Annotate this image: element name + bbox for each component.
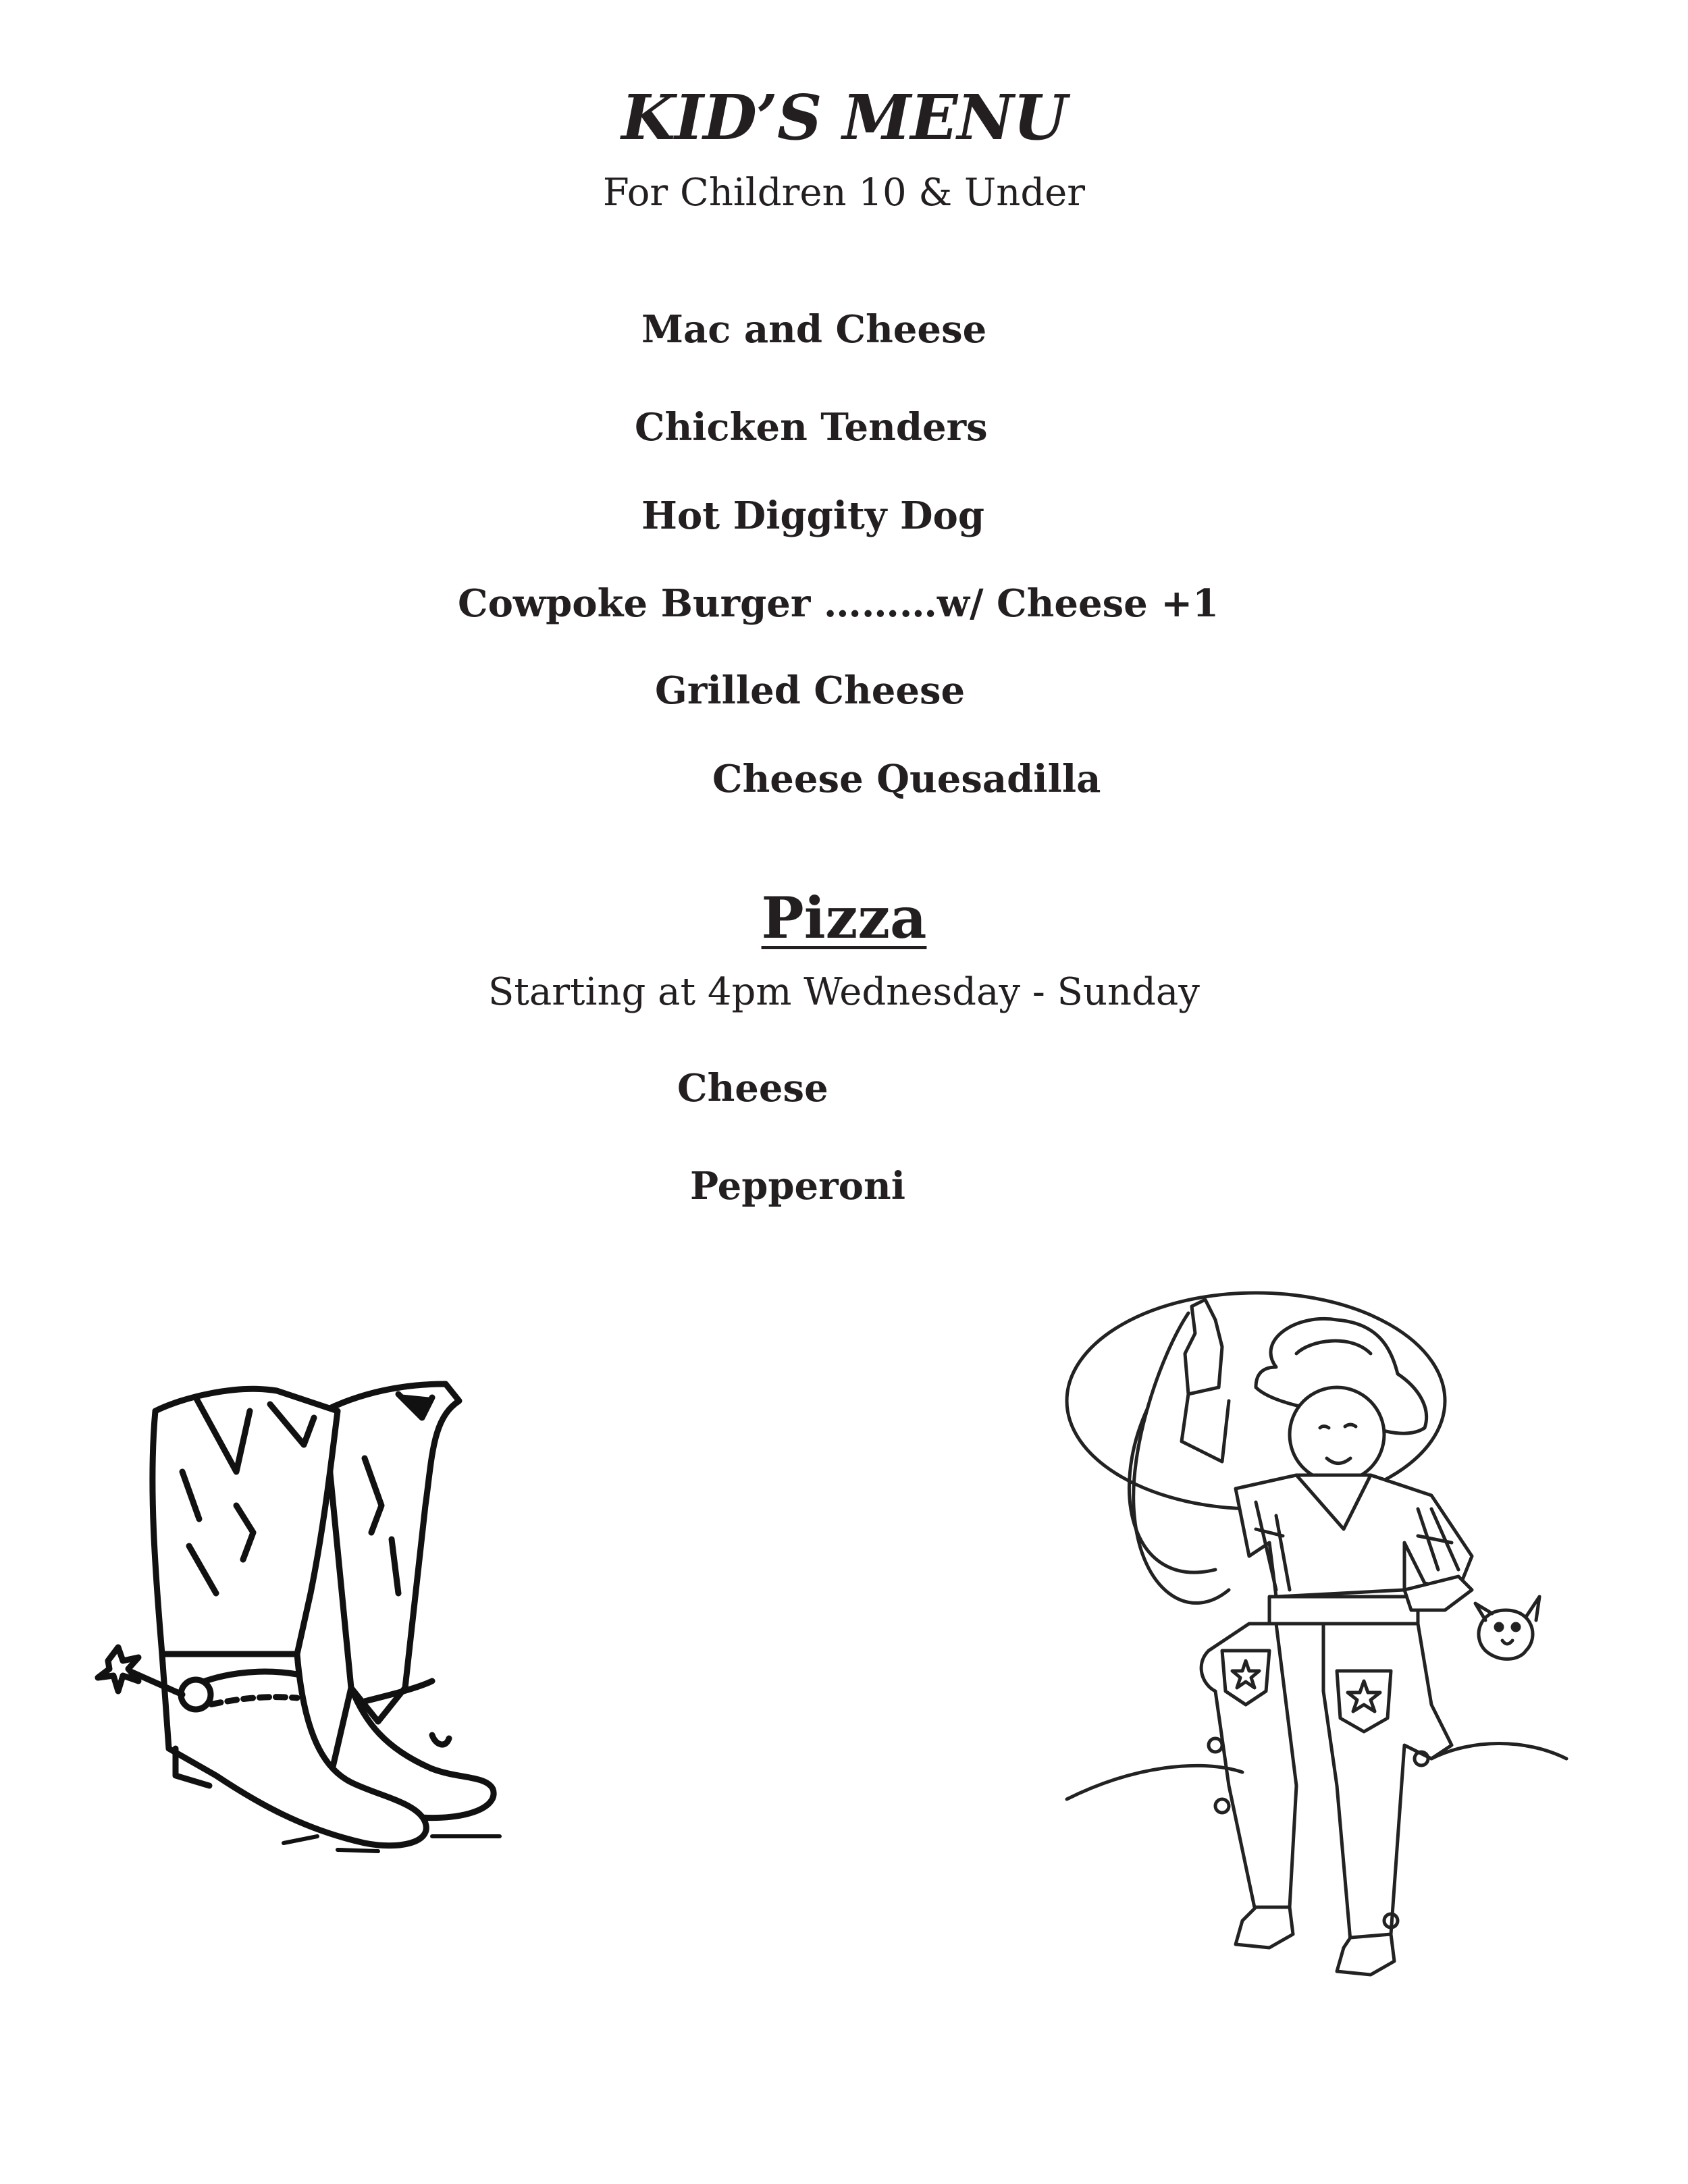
pizza-item-pepperoni: Pepperoni [690,1164,906,1208]
menu-item-hot-diggity-dog: Hot Diggity Dog [641,494,985,538]
menu-title: KID’S MENU [621,81,1067,154]
menu-subtitle: For Children 10 & Under [602,171,1086,215]
menu-item-cowpoke-burger: Cowpoke Burger ………w/ Cheese +1 [458,581,1219,626]
menu-item-grilled-cheese: Grilled Cheese [655,668,966,713]
cowboy-boots-illustration [81,1370,567,1857]
pizza-item-cheese: Cheese [677,1066,828,1111]
pizza-hours-note: Starting at 4pm Wednesday - Sunday [488,970,1200,1014]
menu-item-chicken-tenders: Chicken Tenders [635,405,988,450]
cowboy-child-with-lasso-illustration [1053,1273,1580,1995]
menu-item-cheese-quesadilla: Cheese Quesadilla [712,757,1101,801]
menu-item-mac-and-cheese: Mac and Cheese [641,307,987,352]
pizza-heading: Pizza [761,884,927,951]
